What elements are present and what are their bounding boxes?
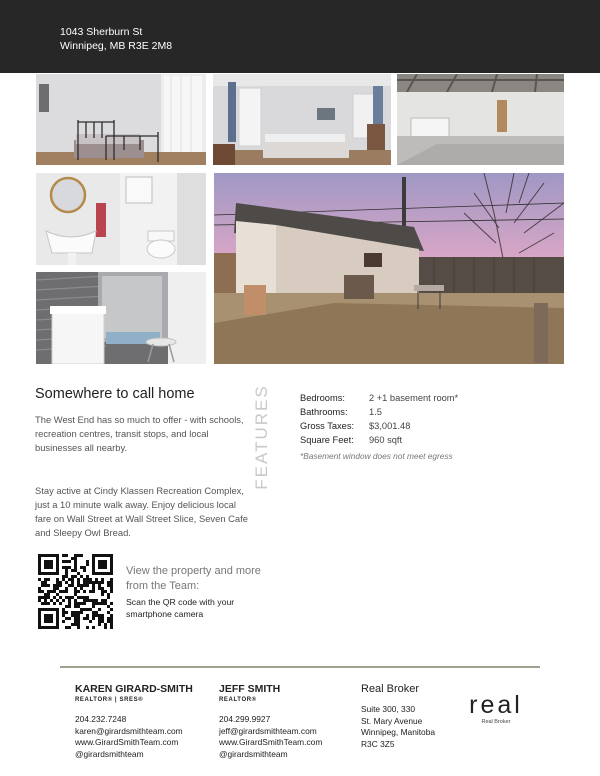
- bedroom-blue-curtains-image: [213, 74, 391, 165]
- bathroom-sink-image: [36, 173, 206, 265]
- photo-garage-backyard[interactable]: [214, 173, 564, 364]
- agent1-email[interactable]: karen@girardsmithteam.com: [75, 725, 183, 736]
- footer-divider: [60, 666, 540, 668]
- bathroom-shower-image: [36, 272, 206, 364]
- agent2-title: REALTOR®: [219, 697, 257, 703]
- amenities-paragraph: Stay active at Cindy Klassen Recreation Complex, just a 10 minute walk away. Enjoy delicious local fare on Wall Street at Wall Street Slice, Seven Cafe and Sleepy Owl Bread.: [35, 485, 248, 538]
- logo-mark: real: [469, 691, 523, 719]
- sqft-label: Square Feet:: [300, 435, 354, 445]
- broker-address-1: Suite 300, 330: [361, 704, 416, 714]
- broker-name: Real Broker: [361, 683, 420, 695]
- broker-info: [361, 683, 435, 750]
- bedrooms-label: Bedrooms:: [300, 393, 345, 403]
- agent1-website[interactable]: www.GirardSmithTeam.com: [75, 737, 179, 747]
- contact-karen: [75, 683, 193, 760]
- photo-bedroom-iron-bed[interactable]: [36, 74, 206, 165]
- header-bar: [0, 0, 600, 73]
- sqft-value: 960 sqft: [369, 435, 403, 445]
- agent1-phone[interactable]: 204.232.7248: [75, 714, 127, 724]
- agent2-name: JEFF SMITH: [219, 683, 281, 695]
- contact-jeff: [219, 683, 322, 760]
- agent2-website[interactable]: www.GirardSmithTeam.com: [219, 737, 323, 747]
- garage-backyard-image: [214, 173, 564, 364]
- photo-basement[interactable]: [397, 74, 564, 165]
- address-city: Winnipeg, MB R3E 2M8: [60, 40, 173, 52]
- photo-bedroom-blue-curtains[interactable]: [213, 74, 391, 165]
- agent2-email[interactable]: jeff@girardsmithteam.com: [219, 725, 317, 736]
- agent1-title: REALTOR® | SRES®: [75, 697, 144, 703]
- qr-code-icon: [38, 554, 113, 629]
- agent2-social[interactable]: @girardsmithteam: [219, 748, 288, 759]
- qr-instruction: Scan the QR code with your smartphone camera: [126, 597, 235, 619]
- features-label: FEATURES: [252, 384, 271, 490]
- logo-subtitle: Real Broker: [481, 719, 511, 725]
- qr-headline: View the property and more from the Team:: [126, 565, 261, 592]
- taxes-value: $3,001.48: [369, 421, 411, 431]
- broker-address-4: R3C 3Z5: [361, 738, 395, 749]
- bedroom-iron-bed-image: [36, 74, 206, 165]
- broker-address-2: St. Mary Avenue: [361, 715, 423, 726]
- real-broker-logo: [465, 692, 527, 725]
- taxes-label: Gross Taxes:: [300, 421, 355, 431]
- qr-code[interactable]: [38, 554, 113, 629]
- photo-bathroom-shower[interactable]: [36, 272, 206, 364]
- agent1-social[interactable]: @girardsmithteam: [75, 748, 144, 759]
- agent1-name: KAREN GIRARD-SMITH: [75, 683, 193, 695]
- broker-address-3: Winnipeg, Manitoba: [361, 727, 436, 737]
- section-title: Somewhere to call home: [35, 386, 195, 402]
- address-street: 1043 Sherburn St: [60, 26, 143, 38]
- basement-note: *Basement window does not meet egress: [300, 451, 453, 461]
- photo-bathroom-sink[interactable]: [36, 173, 206, 265]
- agent2-phone[interactable]: 204.299.9927: [219, 714, 271, 724]
- bedrooms-value: 2 +1 basement room*: [369, 393, 459, 403]
- bathrooms-label: Bathrooms:: [300, 407, 348, 417]
- neighbourhood-paragraph: The West End has so much to offer - with schools, recreation centres, transit stops, and local businesses all nearby.: [35, 414, 244, 453]
- bathrooms-value: 1.5: [369, 407, 382, 417]
- basement-image: [397, 74, 564, 165]
